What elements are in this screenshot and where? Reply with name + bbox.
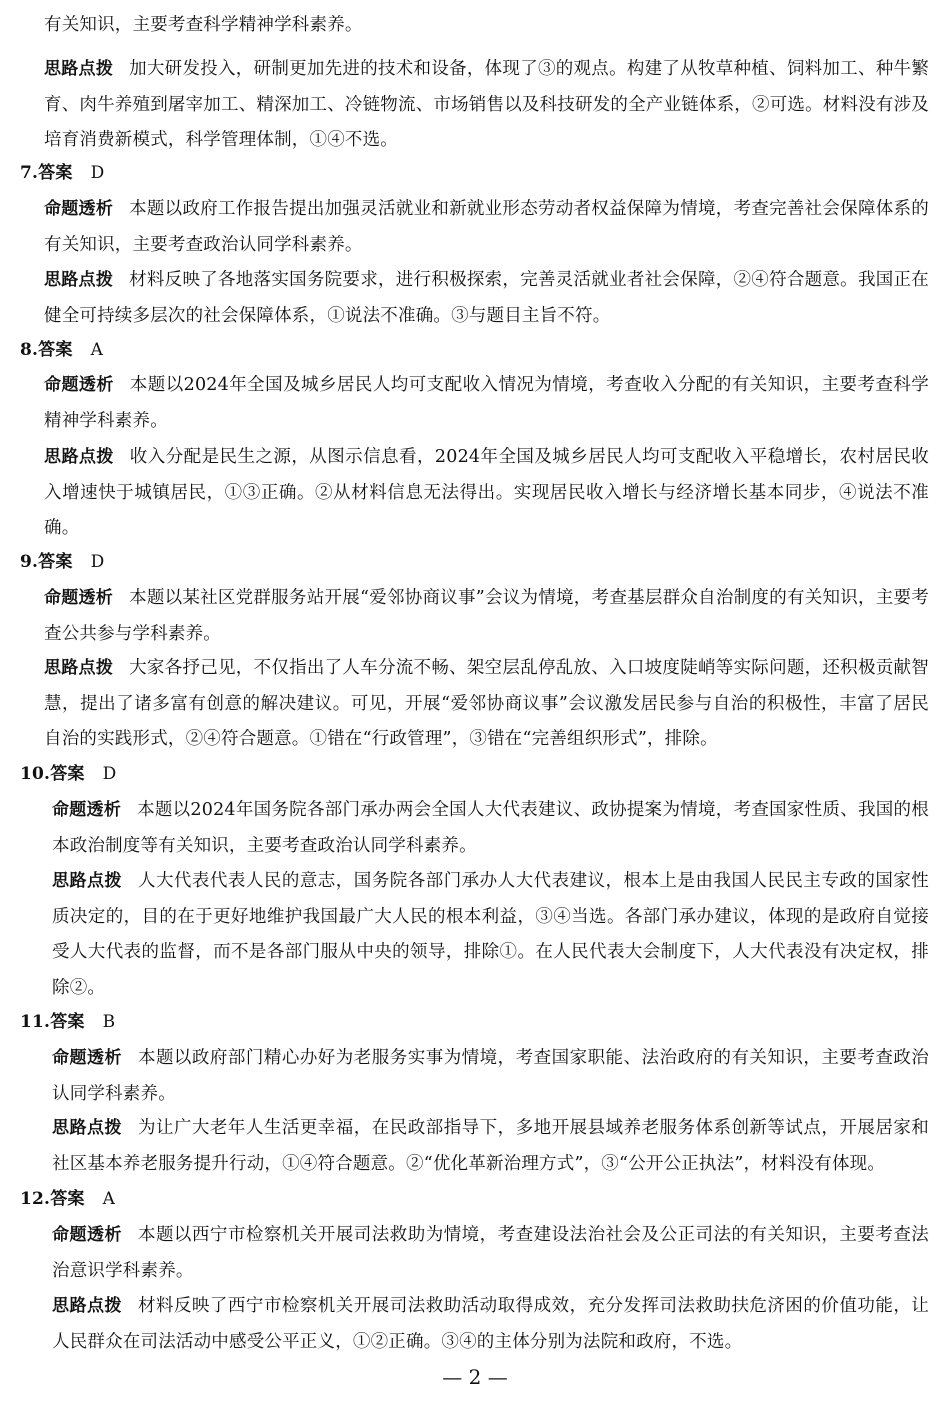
q10-analysis: [52, 864, 929, 1006]
answer-label: 答案: [38, 552, 73, 572]
intent-text: 本题以政府部门精心办好为老服务实事为情境，考查国家职能、法治政府的有关知识，主要考查政治认同学科素养。: [52, 1048, 930, 1104]
q8-intent: [44, 368, 929, 439]
q11-analysis: [52, 1111, 929, 1182]
question-number: 7.: [20, 163, 39, 183]
q10-answer-line: [20, 757, 920, 793]
q11-answer-line: [20, 1005, 920, 1041]
question-number: 8.: [20, 340, 39, 360]
intent-text: 本题以西宁市检察机关开展司法救助为情境，考查建设法治社会及公正司法的有关知识，主要考查法治意识学科素养。: [52, 1225, 930, 1281]
intent-text: 本题以2024年全国及城乡居民人均可支配收入情况为情境，考查收入分配的有关知识，主要考查科学精神学科素养。: [44, 375, 929, 431]
q9-answer-line: [20, 545, 920, 581]
q11-intent: [52, 1041, 929, 1112]
analysis-text: 为让广大老年人生活更幸福，在民政部指导下，多地开展县域养老服务体系创新等试点，开展居家和社区基本养老服务提升行动，①④符合题意。②“优化革新治理方式”，③“公开公正执法”，材料没有体现。: [52, 1118, 930, 1174]
intent-text: 本题以2024年国务院各部门承办两会全国人大代表建议、政协提案为情境，考查国家性质、我国的根本政治制度等有关知识，主要考查政治认同学科素养。: [52, 800, 929, 856]
question-number: 9.: [20, 552, 39, 572]
intent-label: 命题透析: [52, 800, 122, 820]
answer-label: 答案: [38, 163, 73, 183]
analysis-label: 思路点拨: [52, 871, 122, 891]
q6-continuation-text: 有关知识，主要考查科学精神学科素养。: [44, 15, 363, 35]
answer-value: D: [102, 764, 117, 784]
analysis-label: 思路点拨: [44, 658, 114, 678]
analysis-label: 思路点拨: [44, 270, 114, 290]
analysis-label: 思路点拨: [44, 59, 114, 79]
q6-analysis: [44, 52, 929, 159]
intent-label: 命题透析: [44, 588, 114, 608]
q12-answer-line: [20, 1182, 920, 1218]
answer-label: 答案: [50, 1012, 85, 1032]
answer-label: 答案: [50, 764, 85, 784]
intent-text: 本题以政府工作报告提出加强灵活就业和新就业形态劳动者权益保障为情境，考查完善社会保障体系的有关知识，主要考查政治认同学科素养。: [44, 199, 929, 255]
q7-analysis: [44, 263, 929, 334]
intent-label: 命题透析: [52, 1048, 122, 1068]
answer-value: A: [102, 1189, 116, 1209]
analysis-text: 大家各抒己见，不仅指出了人车分流不畅、架空层乱停乱放、入口坡度陡峭等实际问题，还积极贡献智慧，提出了诸多富有创意的解决建议。可见，开展“爱邻协商议事”会议激发居民参与自治的积极性，丰富了居民自治的实践形式，②④符合题意。①错在“行政管理”，③错在“完善组织形式”，排除。: [44, 658, 929, 749]
analysis-text: 加大研发投入，研制更加先进的技术和设备，体现了③的观点。构建了从牧草种植、饲料加工、种牛繁育、肉牛养殖到屠宰加工、精深加工、冷链物流、市场销售以及科技研发的全产业链体系，②可选。材料没有涉及培育消费新模式，科学管理体制，①④不选。: [44, 59, 929, 150]
analysis-text: 材料反映了西宁市检察机关开展司法救助活动取得成效，充分发挥司法救助扶危济困的价值功能，让人民群众在司法活动中感受公平正义，①②正确。③④的主体分别为法院和政府，不选。: [52, 1296, 930, 1352]
intent-label: 命题透析: [44, 375, 114, 395]
page-number: — 2 —: [442, 1365, 508, 1389]
q12-analysis: [52, 1289, 929, 1360]
analysis-text: 收入分配是民生之源，从图示信息看，2024年全国及城乡居民人均可支配收入平稳增长，农村居民收入增速快于城镇居民，①③正确。②从材料信息无法得出。实现居民收入增长与经济增长基本同步，④说法不准确。: [44, 447, 929, 538]
intent-label: 命题透析: [52, 1225, 122, 1245]
question-number: 10.: [20, 764, 51, 784]
q8-analysis: [44, 440, 929, 547]
q7-answer-line: [20, 156, 920, 192]
intent-label: 命题透析: [44, 199, 114, 219]
answer-value: D: [90, 552, 105, 572]
answer-label: 答案: [50, 1189, 85, 1209]
analysis-label: 思路点拨: [44, 447, 114, 467]
q7-intent: [44, 192, 929, 263]
q9-analysis: [44, 651, 929, 758]
analysis-label: 思路点拨: [52, 1118, 122, 1138]
q9-intent: [44, 581, 929, 652]
answer-value: A: [90, 340, 104, 360]
question-number: 11.: [20, 1012, 51, 1032]
q6-continuation: [44, 8, 929, 44]
q8-answer-line: [20, 333, 920, 369]
analysis-text: 材料反映了各地落实国务院要求，进行积极探索，完善灵活就业者社会保障，②④符合题意。我国正在健全可持续多层次的社会保障体系，①说法不准确。③与题目主旨不符。: [44, 270, 929, 326]
answer-value: B: [102, 1012, 116, 1032]
q12-intent: [52, 1218, 929, 1289]
analysis-text: 人大代表代表人民的意志，国务院各部门承办人大代表建议，根本上是由我国人民民主专政的国家性质决定的，目的在于更好地维护我国最广大人民的根本利益，③④当选。各部门承办建议，体现的是政府自觉接受人大代表的监督，而不是各部门服从中央的领导，排除①。在人民代表大会制度下，人大代表没有决定权，排除②。: [52, 871, 930, 998]
question-number: 12.: [20, 1189, 51, 1209]
answer-value: D: [90, 163, 105, 183]
analysis-label: 思路点拨: [52, 1296, 122, 1316]
answer-label: 答案: [38, 340, 73, 360]
intent-text: 本题以某社区党群服务站开展“爱邻协商议事”会议为情境，考查基层群众自治制度的有关知识，主要考查公共参与学科素养。: [44, 588, 929, 644]
q10-intent: [52, 793, 929, 864]
